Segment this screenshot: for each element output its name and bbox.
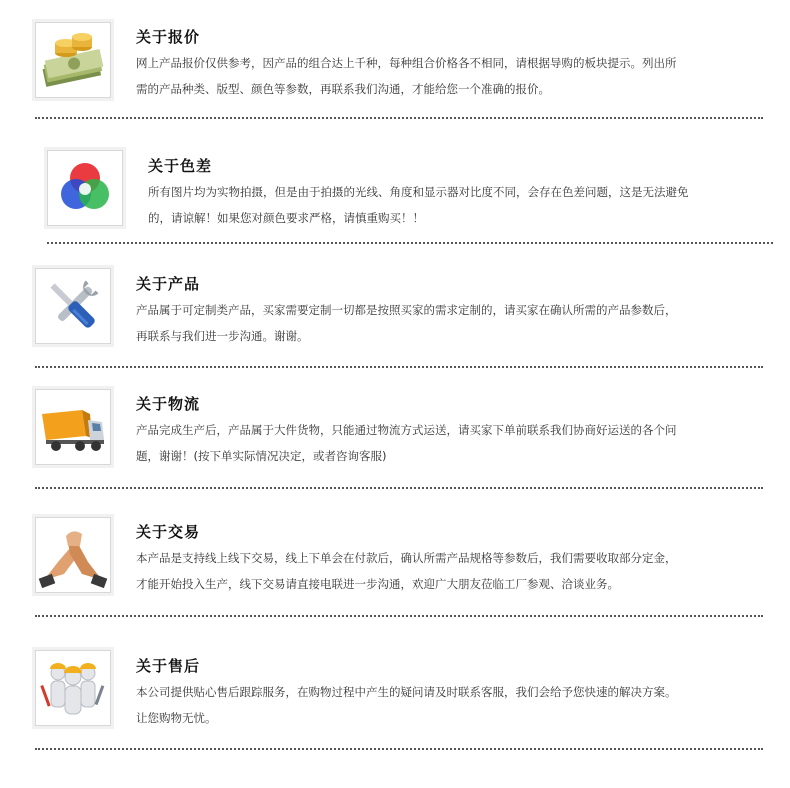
- section-title: 关于售后: [136, 657, 201, 675]
- section-title: 关于产品: [136, 275, 201, 293]
- body-line: 产品完成生产后，产品属于大件货物，只能通过物流方式运送，请买家下单前联系我们协商好运送的各个问: [136, 423, 677, 437]
- dotted-divider: [35, 615, 763, 617]
- body-line: 网上产品报价仅供参考，因产品的组合达上千种，每种组合价格各不相同，请根据导购的板块提示。列出所: [136, 56, 677, 70]
- section-body: [148, 179, 689, 231]
- body-line: 本产品是支持线上线下交易，线上下单会在付款后，确认所需产品规格等参数后，我们需要收取部分定金，: [136, 551, 677, 565]
- money-icon: [36, 23, 110, 97]
- body-line: 的，请谅解！如果您对颜色要求严格，请慎重购买！！: [148, 211, 424, 225]
- section-body: [136, 679, 677, 731]
- body-line: 才能开始投入生产，线下交易请直接电联进一步沟通，欢迎广大朋友莅临工厂参观、洽谈业务。: [136, 577, 619, 591]
- thumb-aftersale: [35, 650, 111, 726]
- section-title: 关于交易: [136, 523, 201, 541]
- thumb-logistics: [35, 389, 111, 465]
- dotted-divider: [35, 117, 763, 119]
- body-line: 再联系与我们进一步沟通。谢谢。: [136, 329, 309, 343]
- handshake-icon: [36, 518, 110, 592]
- body-line: 需的产品种类、版型、颜色等参数，再联系我们沟通，才能给您一个准确的报价。: [136, 82, 550, 96]
- body-line: 产品属于可定制类产品，买家需要定制一切都是按照买家的需求定制的，请买家在确认所需的产品参数后，: [136, 303, 677, 317]
- section-title: 关于报价: [136, 28, 201, 46]
- section-body: [136, 297, 677, 349]
- section-title: 关于物流: [136, 395, 201, 413]
- truck-icon: [36, 390, 110, 464]
- section-body: [136, 50, 677, 102]
- tools-icon: [36, 269, 110, 343]
- body-line: 题，谢谢！(按下单实际情况决定，或者咨询客服): [136, 449, 387, 463]
- thumb-product: [35, 268, 111, 344]
- dotted-divider: [35, 487, 763, 489]
- service-team-icon: [36, 651, 110, 725]
- dotted-divider: [35, 366, 763, 368]
- color-wheel-icon: [48, 151, 122, 225]
- body-line: 让您购物无忧。: [136, 711, 217, 725]
- thumb-color: [47, 150, 123, 226]
- body-line: 所有图片均为实物拍摄，但是由于拍摄的光线、角度和显示器对比度不同，会存在色差问题，这是无法避免: [148, 185, 689, 199]
- thumb-trade: [35, 517, 111, 593]
- section-title: 关于色差: [148, 157, 213, 175]
- dotted-divider: [35, 748, 763, 750]
- section-body: [136, 545, 677, 597]
- body-line: 本公司提供贴心售后跟踪服务，在购物过程中产生的疑问请及时联系客服，我们会给予您快速的解决方案。: [136, 685, 677, 699]
- section-body: [136, 417, 677, 469]
- thumb-price: [35, 22, 111, 98]
- dotted-divider: [47, 242, 773, 244]
